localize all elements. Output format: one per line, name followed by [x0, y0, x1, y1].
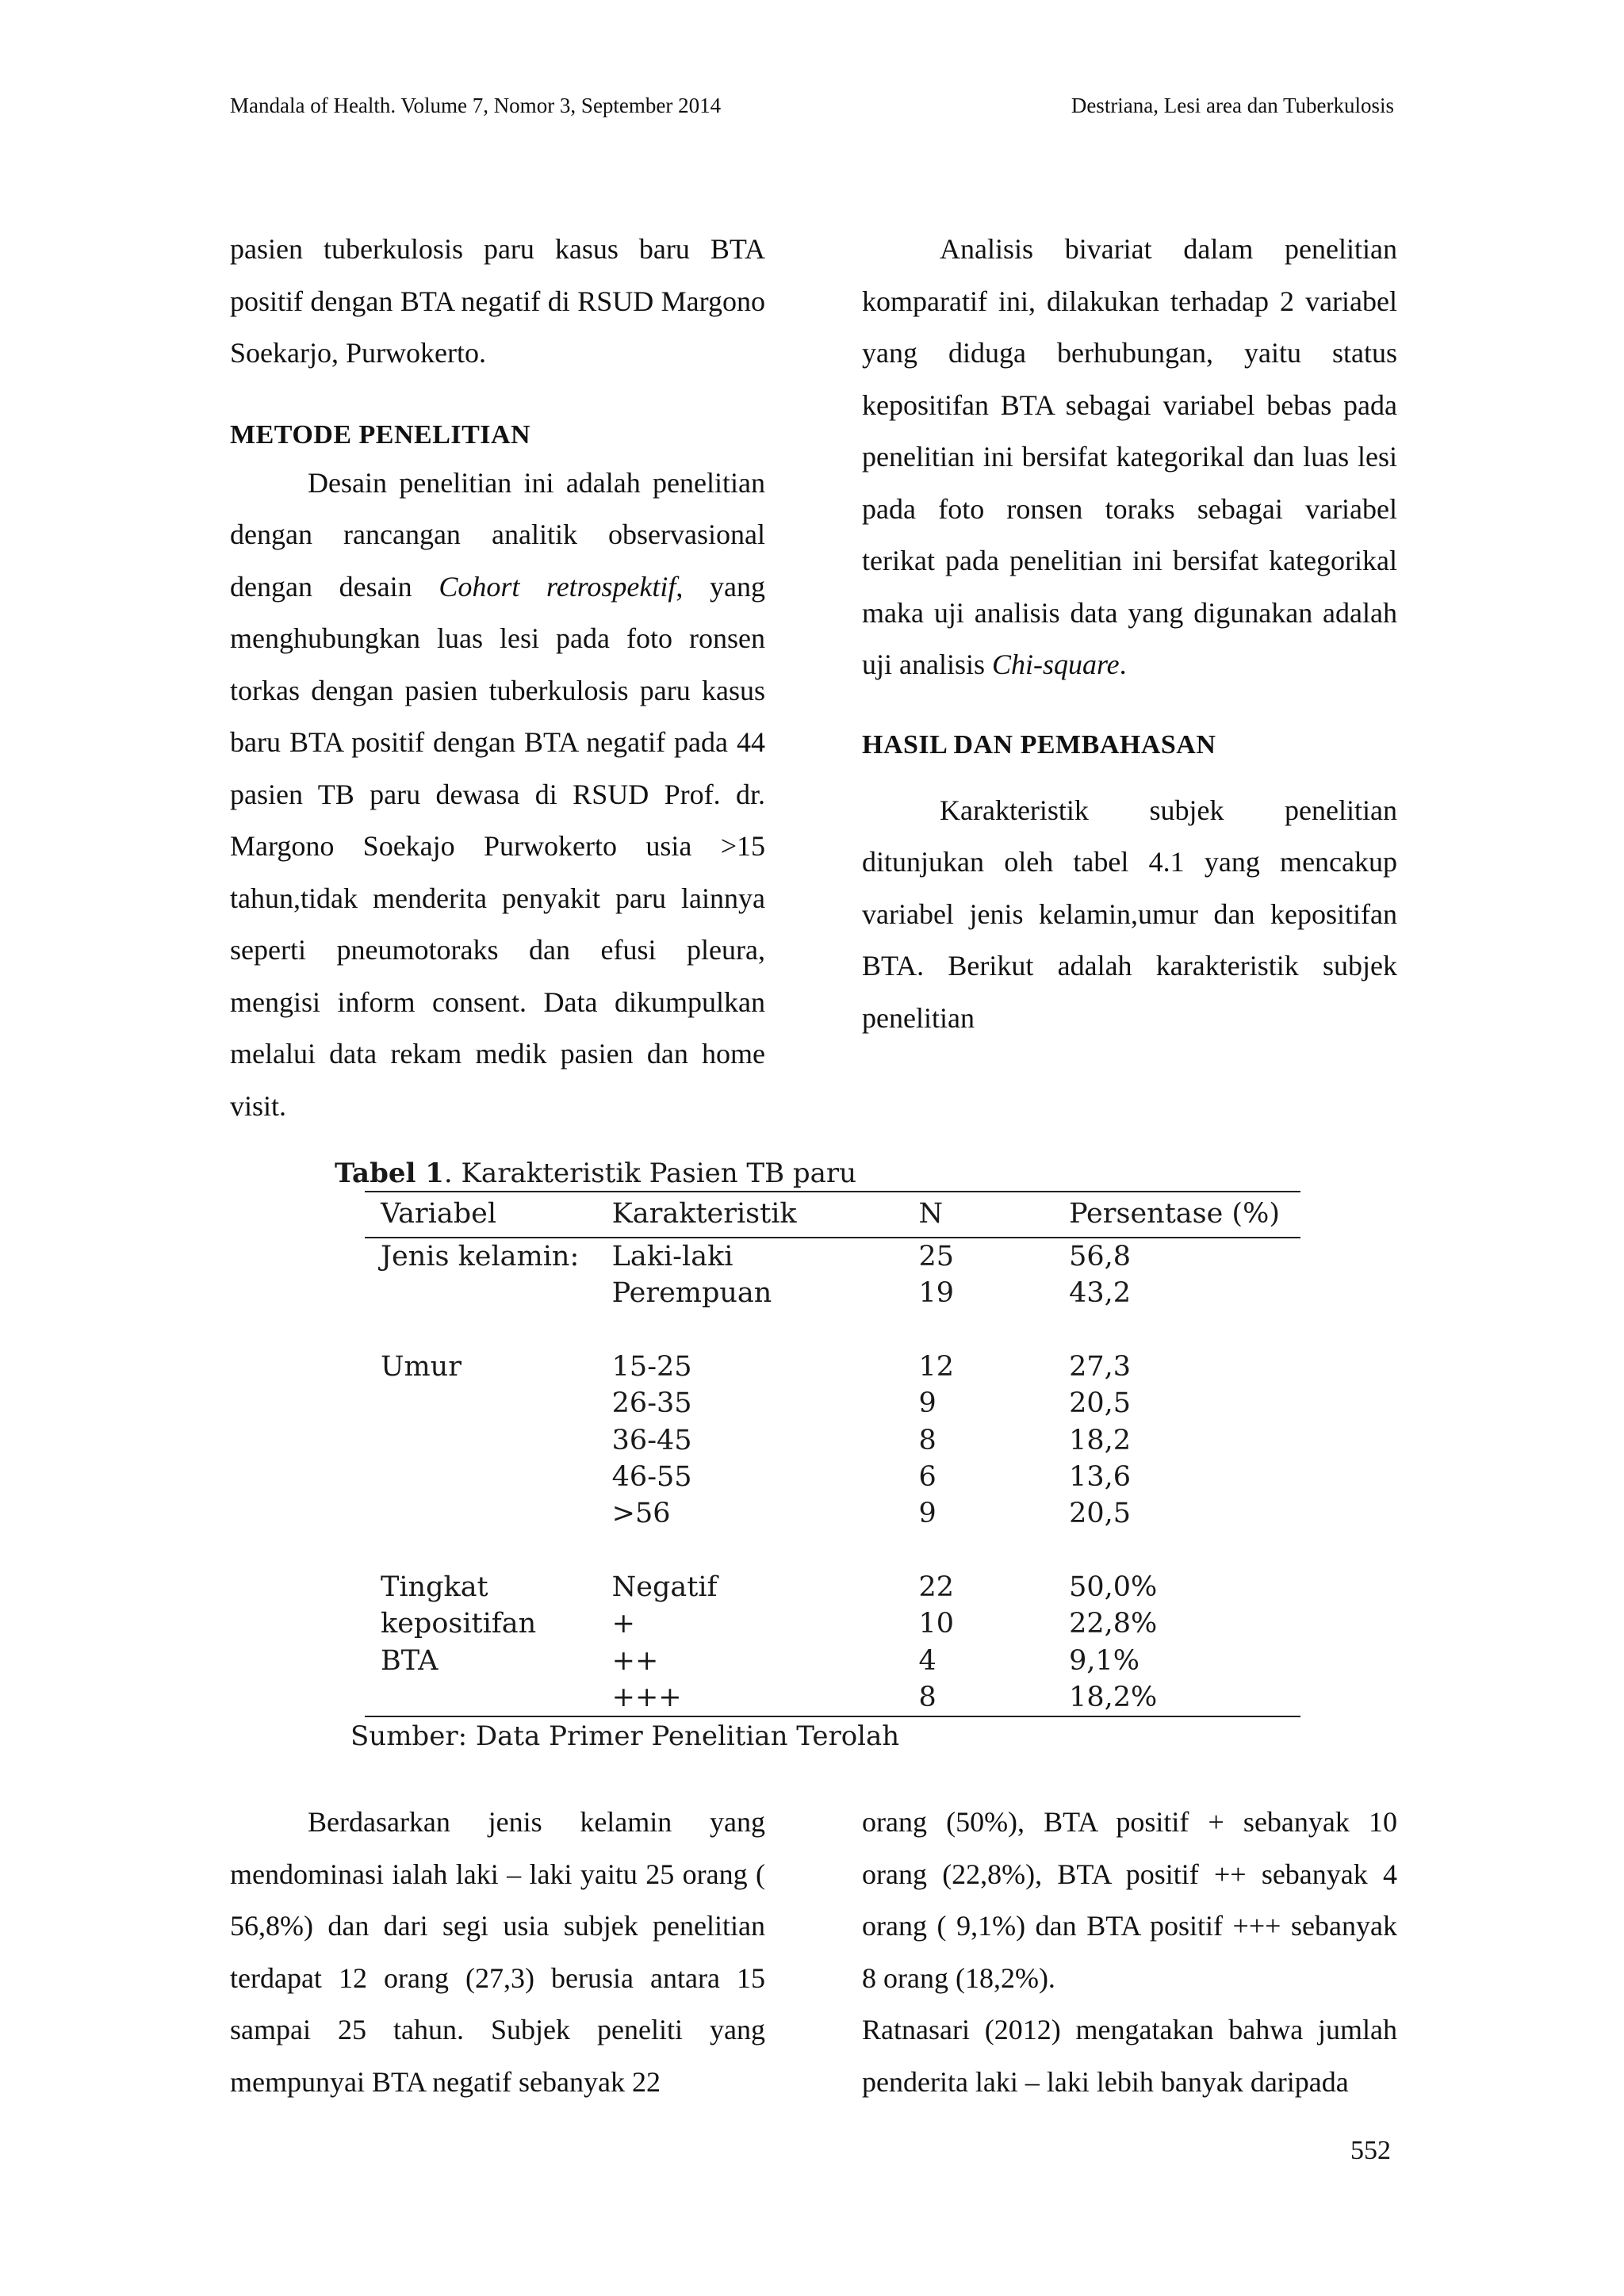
intro-paragraph-end: pasien tuberkulosis paru kasus baru BTA positif dengan BTA negatif di RSUD Margono Soekarjo, Purwokerto. — [230, 233, 765, 369]
results-discussion-paragraph: Berdasarkan jenis kelamin yang mendominasi ialah laki – laki yaitu 25 orang ( 56,8%) dan dari segi usia subjek penelitian terdapat 12 orang (27,3) berusia antara 15 sampai 25 tahun. Subjek peneliti yang mempunyai BTA negatif sebanyak 22 — [230, 1806, 765, 2098]
persen-cell: 43,2 — [1069, 1277, 1131, 1310]
karakteristik-cell: + — [611, 1608, 635, 1640]
header-persentase: Persentase (%) — [1069, 1198, 1280, 1230]
table-spacer-row — [365, 1312, 1300, 1349]
n-cell: 19 — [918, 1277, 955, 1310]
karakteristik-cell: >56 — [611, 1498, 671, 1530]
n-cell: 22 — [918, 1571, 955, 1603]
table-row — [365, 1349, 1300, 1385]
persen-cell: 18,2% — [1069, 1682, 1158, 1714]
table-caption-text: . Karakteristik Pasien TB paru — [443, 1158, 857, 1189]
header-variabel: Variabel — [381, 1198, 497, 1230]
karakteristik-cell: 46-55 — [611, 1461, 692, 1494]
analysis-end: . — [1119, 649, 1127, 680]
bottom-right-column — [862, 1797, 1397, 2108]
running-header-journal: Mandala of Health. Volume 7, Nomor 3, September 2014 — [230, 94, 722, 117]
persen-cell: 18,2 — [1069, 1424, 1131, 1456]
karakteristik-cell: 15-25 — [611, 1350, 692, 1383]
variabel-cell: kepositifan — [381, 1608, 537, 1640]
methods-italic-term: Cohort retrospektif — [439, 570, 676, 603]
karakteristik-cell: Perempuan — [611, 1277, 772, 1310]
running-header-author: Destriana, Lesi area dan Tuberkulosis — [1071, 94, 1394, 117]
methods-text-b: , yang menghubungkan luas lesi pada foto ronsen torkas dengan pasien tuberkulosis paru kasus baru BTA positif dengan BTA negatif pada 44 pasien TB paru dewasa di RSUD Prof. dr. Margono Soekajo Purwokerto usia >15 tahun,tidak menderita penyakit paru lainnya seperti pneumotoraks dan efusi pleura, mengisi inform consent. Data dikumpulkan melalui data rekam medik pasien dan home visit. — [230, 570, 765, 1122]
table-row — [365, 1643, 1300, 1679]
analysis-text: Analisis bivariat dalam penelitian komparatif ini, dilakukan terhadap 2 variabel yang diduga berhubungan, yaitu status kepositifan BTA sebagai variabel bebas pada penelitian ini bersifat kategorikal dan luas lesi pada foto ronsen toraks sebagai variabel terikat pada penelitian ini bersifat kategorikal maka uji analisis data yang digunakan adalah uji analisis — [862, 233, 1397, 680]
methods-text-a: Desain penelitian ini adalah penelitian dengan rancangan analitik observasional dengan desain — [230, 466, 765, 603]
analysis-paragraph — [862, 224, 1397, 691]
persen-cell: 56,8 — [1069, 1241, 1131, 1272]
table-row — [365, 1238, 1300, 1275]
variabel-cell: Jenis kelamin: — [381, 1241, 580, 1272]
karakteristik-cell: Laki-laki — [611, 1241, 733, 1272]
table-spacer-row — [365, 1533, 1300, 1569]
results-heading: HASIL DAN PEMBAHASAN — [862, 729, 1216, 760]
table-row — [365, 1495, 1300, 1532]
variabel-cell — [365, 1385, 596, 1422]
header-n: N — [918, 1198, 944, 1230]
analysis-italic-term: Chi-square — [992, 649, 1120, 680]
table-row — [365, 1679, 1300, 1716]
n-cell: 8 — [918, 1682, 936, 1714]
variabel-cell — [365, 1679, 596, 1716]
page-number: 552 — [1350, 2136, 1391, 2165]
n-cell: 25 — [918, 1241, 955, 1272]
persen-cell: 13,6 — [1069, 1461, 1131, 1494]
table-row — [365, 1569, 1300, 1605]
table-row — [365, 1422, 1300, 1459]
table-caption — [335, 1158, 1300, 1189]
karakteristik-cell: Negatif — [611, 1571, 718, 1603]
variabel-cell: BTA — [381, 1644, 439, 1677]
karakteristik-cell: ++ — [611, 1644, 659, 1677]
karakteristik-cell: 36-45 — [611, 1424, 692, 1456]
table-header-row — [365, 1192, 1300, 1238]
persen-cell: 20,5 — [1069, 1387, 1131, 1420]
n-cell: 9 — [918, 1498, 936, 1530]
characteristics-table — [365, 1191, 1300, 1717]
left-column — [230, 224, 765, 1132]
n-cell: 6 — [918, 1461, 936, 1494]
persen-cell: 27,3 — [1069, 1350, 1131, 1383]
n-cell: 8 — [918, 1424, 936, 1456]
karakteristik-cell: +++ — [611, 1682, 682, 1714]
results-paragraph: Karakteristik subjek penelitian ditunjukan oleh tabel 4.1 yang mencakup variabel jenis kelamin,umur dan kepositifan BTA. Berikut adalah karakteristik subjek penelitian — [862, 794, 1397, 1034]
karakteristik-cell: 26-35 — [611, 1387, 692, 1420]
table-row — [365, 1385, 1300, 1422]
characteristics-table-block — [331, 1158, 1300, 1752]
methods-paragraph — [230, 457, 765, 1133]
bottom-left-column — [230, 1797, 765, 2108]
variabel-cell: Tingkat — [381, 1571, 488, 1603]
results-discussion-continued: orang (50%), BTA positif + sebanyak 10 orang (22,8%), BTA positif ++ sebanyak 4 orang ( 9,1%) dan BTA positif +++ sebanyak 8 orang (18,2%). — [862, 1806, 1397, 1994]
methods-heading: METODE PENELITIAN — [230, 419, 531, 450]
table-source-note: Sumber: Data Primer Penelitian Terolah — [350, 1720, 900, 1753]
variabel-cell — [365, 1275, 596, 1311]
header-karakteristik: Karakteristik — [611, 1198, 797, 1230]
variabel-cell: Umur — [381, 1350, 462, 1383]
discussion-paragraph: Ratnasari (2012) mengatakan bahwa jumlah penderita laki – laki lebih banyak daripada — [862, 2014, 1397, 2098]
persen-cell: 9,1% — [1069, 1644, 1139, 1677]
persen-cell: 50,0% — [1069, 1571, 1158, 1603]
persen-cell: 22,8% — [1069, 1608, 1158, 1640]
variabel-cell — [365, 1422, 596, 1459]
table-row — [365, 1275, 1300, 1311]
n-cell: 12 — [918, 1350, 955, 1383]
variabel-cell — [365, 1495, 596, 1532]
n-cell: 9 — [918, 1387, 936, 1420]
n-cell: 4 — [918, 1644, 936, 1677]
right-column — [862, 224, 1397, 1044]
persen-cell: 20,5 — [1069, 1498, 1131, 1530]
n-cell: 10 — [918, 1608, 955, 1640]
table-row — [365, 1459, 1300, 1495]
variabel-cell — [365, 1459, 596, 1495]
table-row — [365, 1605, 1300, 1642]
table-caption-label: Tabel 1 — [335, 1158, 444, 1189]
